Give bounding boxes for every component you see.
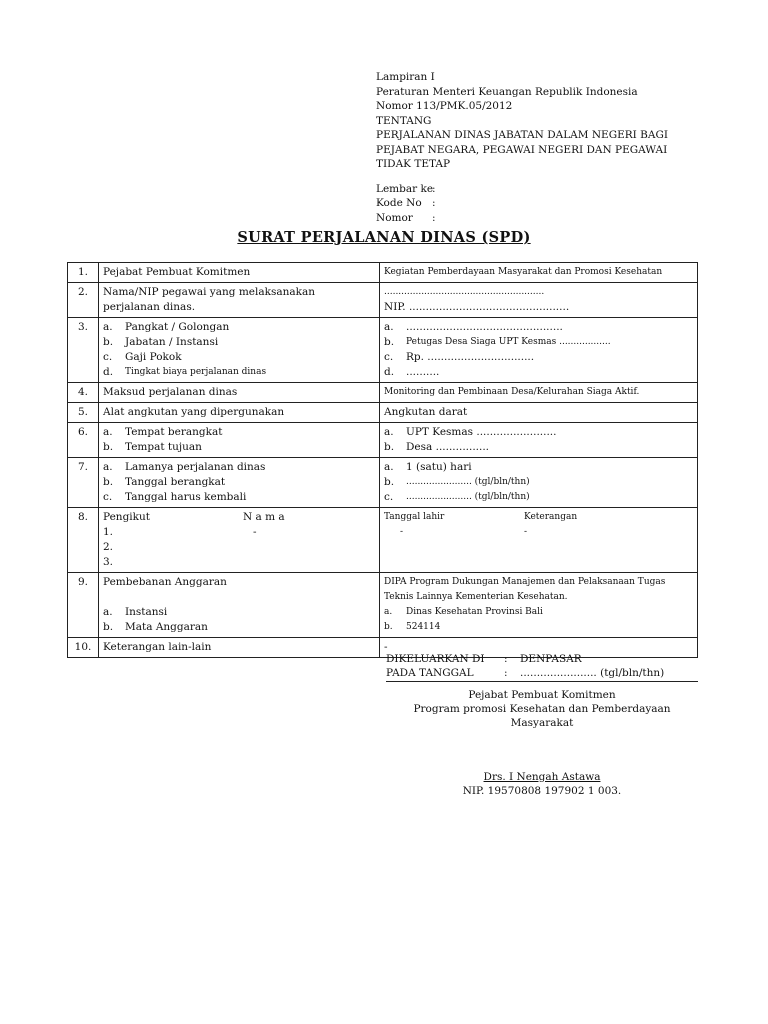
header-line: Nomor 113/PMK.05/2012	[376, 100, 513, 112]
header-line: TENTANG	[376, 114, 432, 127]
table-row: 9. Pembebanan Anggaran a. Instansi b. Mata Anggaran DIPA Program Dukungan Manajemen dan Pelaksanaan Tugas Teknis Lainnya Kementerian Kesehatan. a. Dinas Kesehatan Provinsi Bali b. 524114	[68, 573, 698, 638]
table-row: 8. Pengikut N a m a 1. - 2. 3. Tanggal lahir Keterangan - -	[68, 508, 698, 573]
header-line: Peraturan Menteri Keuangan Republik Indonesia	[376, 85, 638, 98]
document-title: SURAT PERJALANAN DINAS (SPD)	[237, 229, 531, 246]
table-row: 1. Pejabat Pembuat Komitmen Kegiatan Pemberdayaan Masyarakat dan Promosi Kesehatan	[68, 263, 698, 283]
document-header	[376, 70, 668, 225]
table-row: 6. a. Tempat berangkat b. Tempat tujuan a. UPT Kesmas ........................ b. Desa ................	[68, 423, 698, 458]
nomor: Nomor :	[376, 211, 436, 224]
kode-no: Kode No :	[376, 197, 436, 209]
signer-role: Pejabat Pembuat Komitmen	[468, 689, 616, 701]
header-line: Lampiran I	[376, 71, 435, 83]
spd-table	[67, 262, 698, 658]
table-row: 2. Nama/NIP pegawai yang melaksanakan perjalanan dinas. ........................................................ NIP. ................................................	[68, 283, 698, 318]
signature-block	[386, 688, 698, 798]
table-row: 3. a. Pangkat / Golongan b. Jabatan / Instansi c. Gaji Pokok d. Tingkat biaya perjalanan dinas a. ............................................... b. Petugas Desa Siaga UPT Kesmas .................. c. Rp. ................................ d. ..........	[68, 318, 698, 383]
signer-nip: NIP. 19570808 197902 1 003.	[462, 785, 622, 797]
issued-block: DIKELUARKAN DI : DENPASAR PADA TANGGAL : ....................... (tgl/bln/thn)	[386, 652, 698, 682]
table-row: 5. Alat angkutan yang dipergunakan Angkutan darat	[68, 403, 698, 423]
table-row: 4. Maksud perjalanan dinas Monitoring dan Pembinaan Desa/Kelurahan Siaga Aktif.	[68, 383, 698, 403]
signer-program: Program promosi Kesehatan dan Pemberdayaan Masyarakat	[413, 703, 671, 729]
table-row: 7. a. Lamanya perjalanan dinas b. Tanggal berangkat c. Tanggal harus kembali a. 1 (satu) hari b. ....................... (tgl/bln/thn) c. ....................... (tgl/bln/thn)	[68, 458, 698, 508]
header-line: PEJABAT NEGARA, PEGAWAI NEGERI DAN PEGAWAI	[376, 143, 668, 156]
table-row: 10. Keterangan lain-lain -	[68, 638, 698, 658]
header-line: PERJALANAN DINAS JABATAN DALAM NEGERI BAGI	[376, 129, 668, 141]
lembar-ke: Lembar ke:	[376, 182, 436, 195]
signer-name: Drs. I Nengah Astawa	[483, 771, 601, 783]
header-line: TIDAK TETAP	[376, 158, 451, 170]
